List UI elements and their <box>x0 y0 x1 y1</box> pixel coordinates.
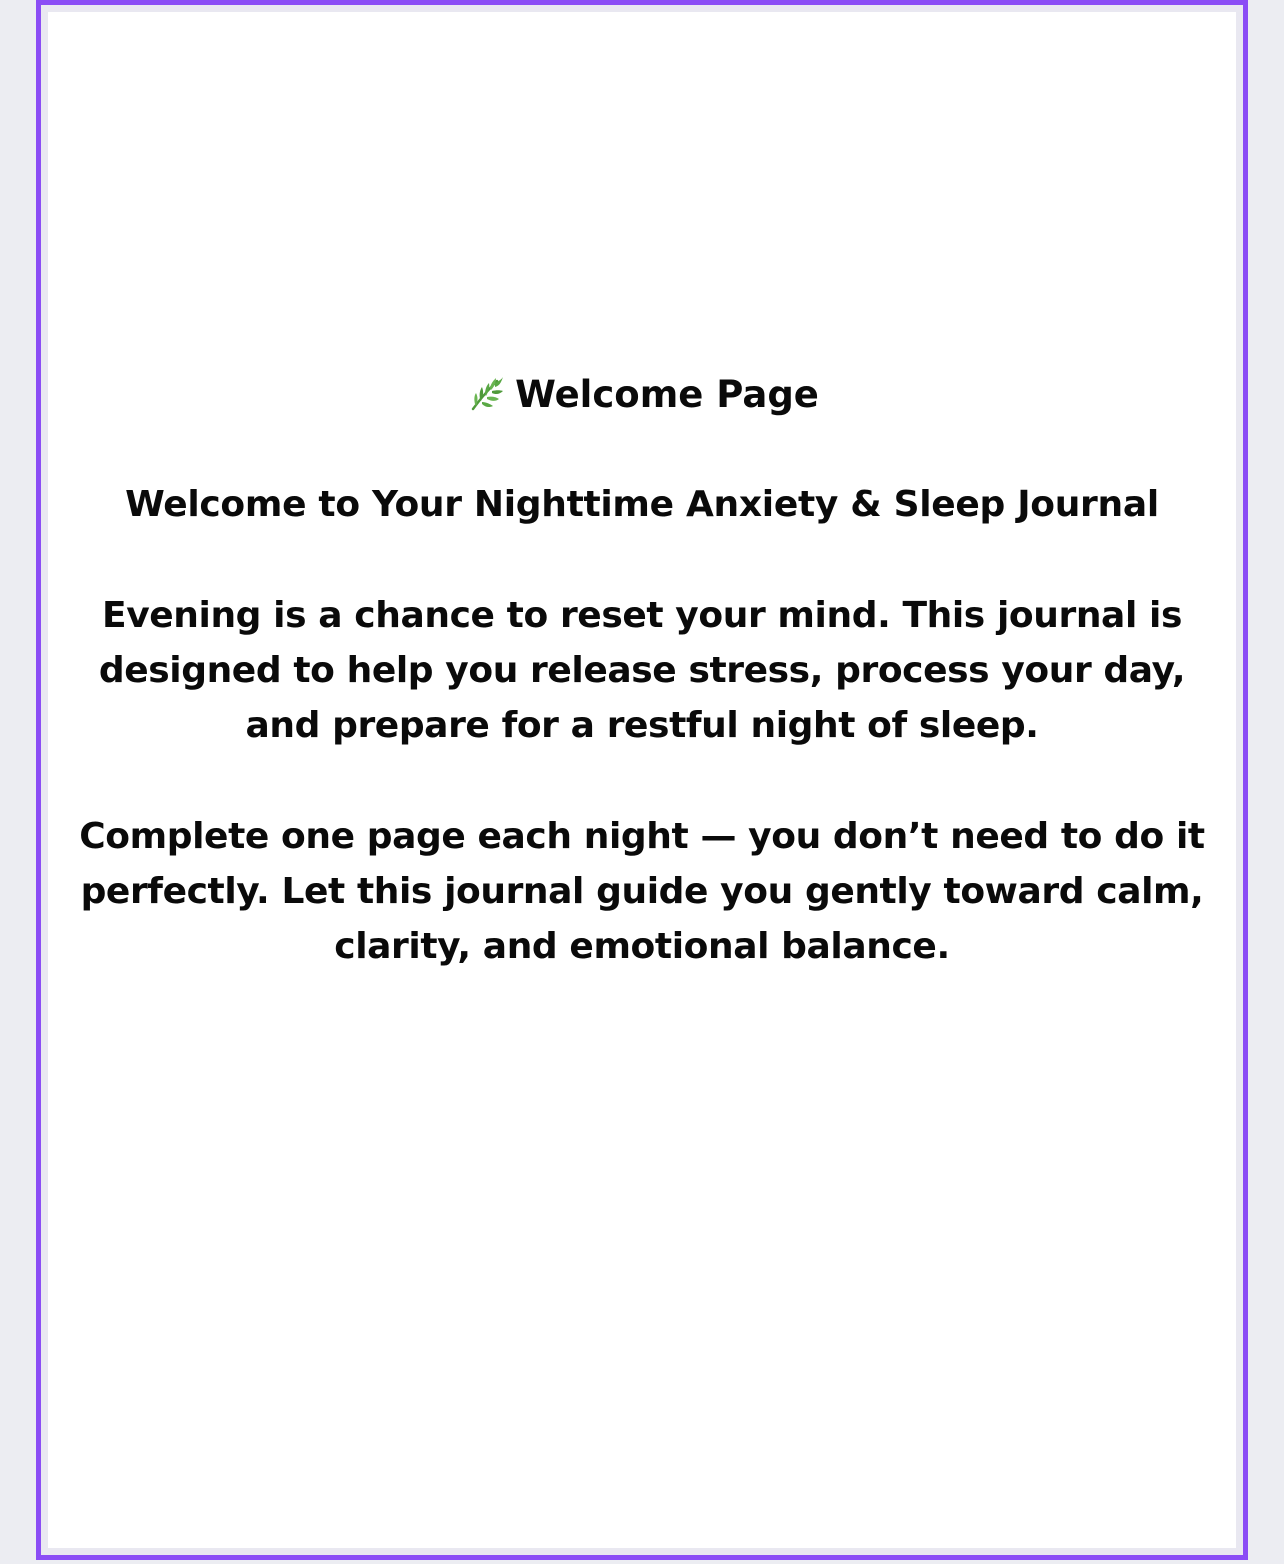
instructions-paragraph: Complete one page each night — you don’t need to do it perfectly. Let this journal guide you gently toward calm, clarity, and emotional balance. <box>79 816 1205 967</box>
journal-title: Welcome to Your Nighttime Anxiety & Sleep Journal <box>125 484 1159 525</box>
leaf-icon <box>465 375 505 415</box>
page-content <box>48 368 1236 974</box>
heading-text: Welcome Page <box>515 373 819 416</box>
journal-page[interactable] <box>48 12 1236 1548</box>
selected-page-frame[interactable] <box>36 0 1248 1560</box>
page-heading <box>48 368 1236 422</box>
intro-paragraph: Evening is a chance to reset your mind. This journal is designed to help you release stress, process your day, and prepare for a restful night of sleep. <box>98 595 1186 746</box>
